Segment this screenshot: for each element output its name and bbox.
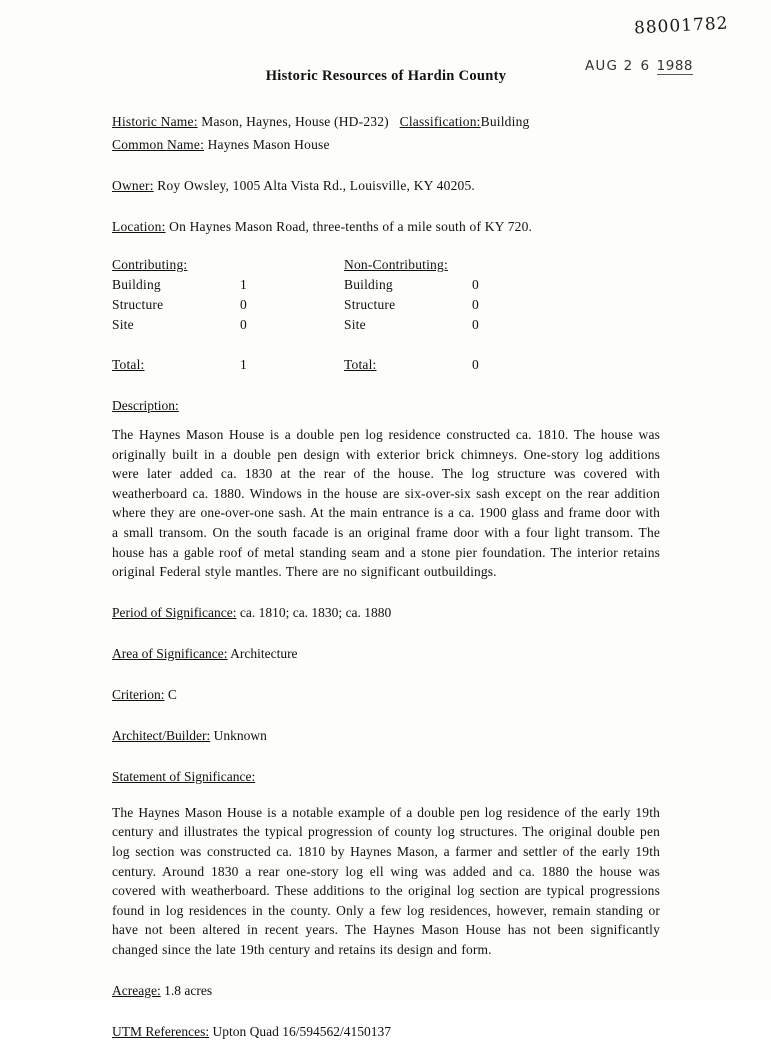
historic-name-line bbox=[112, 111, 660, 132]
location-value: On Haynes Mason Road, three-tenths of a mile south of KY 720. bbox=[169, 219, 533, 234]
page-title: Historic Resources of Hardin County bbox=[265, 68, 507, 84]
table-row bbox=[112, 275, 532, 295]
noncontributing-header: Non-Contributing: bbox=[344, 257, 448, 272]
contributing-site-count: 0 bbox=[240, 317, 247, 332]
contributing-site-label: Site bbox=[112, 317, 134, 332]
acreage-label: Acreage: bbox=[112, 982, 161, 998]
area-label: Area of Significance: bbox=[112, 645, 228, 661]
document-content bbox=[112, 68, 660, 1042]
noncontributing-structure-count: 0 bbox=[472, 297, 479, 312]
architect-builder-line bbox=[112, 725, 660, 746]
noncontributing-site-count: 0 bbox=[472, 317, 479, 332]
statement-paragraph: The Haynes Mason House is a notable example of a double pen log residence of the early 19th century and illustrates the typical progression of county log structures. The original double pen log section was constructed ca. 1810 by Haynes Mason, a farmer and settler of the early 19th century. Around 1830 a rear one-story log ell wing was added and ca. 1880 the house was covered with weatherboard. These additions to the original log section are typical progressions found in log residences in the county. Only a few log residences, however, remain standing or have not been altered in recent years. The Haynes Mason House has not been significantly changed since the late 19th century and retains its design and form. bbox=[112, 804, 660, 957]
description-paragraph: The Haynes Mason House is a double pen log residence constructed ca. 1810. The house was originally built in a double pen design with exterior brick chimneys. One-story log additions were later added ca. 1830 at the rear of the house. The log structure was covered with weatherboard ca. 1880. Windows in the house are six-over-six sash except on the rear addition where they are one-over-one sash. At the main entrance is a ca. 1900 glass and frame door with a small transom. On the south facade is an original frame door with a four light transom. The house has a gable roof of metal standing seam and a stone pier foundation. The interior retains original Federal style mantles. There are no significant outbuildings. bbox=[112, 427, 660, 580]
owner-value: Roy Owsley, 1005 Alta Vista Rd., Louisville, KY 40205. bbox=[157, 178, 475, 193]
location-label: Location: bbox=[112, 219, 166, 234]
table-row bbox=[112, 295, 532, 315]
description-label: Description: bbox=[112, 398, 179, 413]
period-of-significance-line bbox=[112, 602, 660, 623]
description-heading bbox=[112, 395, 660, 416]
classification-value: Building bbox=[480, 114, 530, 129]
common-name-value: Haynes Mason House bbox=[207, 137, 330, 152]
date-stamp-day: 2 6 bbox=[623, 58, 652, 74]
date-stamp-month: AUG bbox=[584, 58, 619, 74]
period-value: ca. 1810; ca. 1830; ca. 1880 bbox=[239, 604, 392, 620]
table-header-row bbox=[112, 255, 532, 275]
acreage-value: 1.8 acres bbox=[164, 982, 213, 998]
statement-of-significance-heading bbox=[112, 766, 660, 787]
common-name-label: Common Name: bbox=[112, 137, 205, 152]
period-label: Period of Significance: bbox=[112, 604, 237, 620]
historic-name-value: Mason, Haynes, House (HD-232) bbox=[201, 114, 389, 129]
criterion-line bbox=[112, 684, 660, 705]
total-noncontributing-count: 0 bbox=[472, 357, 479, 372]
noncontributing-building-label: Building bbox=[344, 277, 393, 292]
noncontributing-building-count: 0 bbox=[472, 277, 479, 292]
accession-number-handwritten: 88001782 bbox=[634, 13, 730, 39]
table-total-row bbox=[112, 335, 532, 375]
utm-label: UTM References: bbox=[112, 1023, 210, 1039]
owner-label: Owner: bbox=[112, 178, 154, 193]
contributing-structure-label: Structure bbox=[112, 297, 164, 312]
noncontributing-site-label: Site bbox=[344, 317, 366, 332]
criterion-label: Criterion: bbox=[112, 686, 165, 702]
historic-name-label: Historic Name: bbox=[112, 114, 198, 129]
area-value: Architecture bbox=[230, 645, 298, 661]
contributing-header: Contributing: bbox=[112, 257, 188, 272]
utm-references-line bbox=[112, 1021, 660, 1042]
total-contributing-label: Total: bbox=[112, 357, 145, 372]
contributing-structure-count: 0 bbox=[240, 297, 247, 312]
total-noncontributing-label: Total: bbox=[344, 357, 377, 372]
classification-label: Classification: bbox=[399, 114, 481, 129]
statement-label: Statement of Significance: bbox=[112, 768, 256, 784]
architect-value: Unknown bbox=[213, 727, 267, 743]
resource-count-table bbox=[112, 255, 660, 375]
architect-label: Architect/Builder: bbox=[112, 727, 211, 743]
criterion-value: C bbox=[167, 686, 177, 702]
date-stamp-year: 1988 bbox=[656, 58, 693, 74]
contributing-building-count: 1 bbox=[240, 277, 247, 292]
total-contributing-count: 1 bbox=[240, 357, 247, 372]
utm-value: Upton Quad 16/594562/4150137 bbox=[212, 1023, 391, 1039]
table-row bbox=[112, 315, 532, 335]
contributing-building-label: Building bbox=[112, 277, 161, 292]
acreage-line bbox=[112, 980, 660, 1001]
area-of-significance-line bbox=[112, 643, 660, 664]
location-line bbox=[112, 216, 660, 237]
owner-line bbox=[112, 175, 660, 196]
noncontributing-structure-label: Structure bbox=[344, 297, 396, 312]
common-name-line bbox=[112, 134, 660, 155]
